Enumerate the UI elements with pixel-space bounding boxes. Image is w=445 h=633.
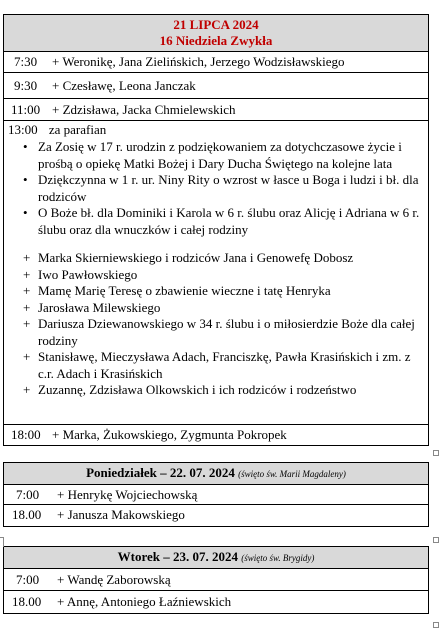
mass-intention: + Annę, Antoniego Łaźniewskich [57,594,232,609]
tuesday-schedule-table [3,546,429,614]
sunday-title: 16 Niedziela Zwykła [159,33,273,48]
list-item: + Stanisławę, Mieczysława Adach, Franciszkę, Pawła Krasińskich i zm. z c.r. Adach i Krasińskich [4,349,428,382]
list-item: + Marka Skierniewskiego i rodziców Jana i Genowefę Dobosz [4,250,428,267]
mass-time: 11:00 [11,102,41,117]
list-item: • Za Zosię w 17 r. urodzin z podziękowaniem za dotychczasowe życie i prośbą o opiekę Matki Bożej i Dary Ducha Świętego na kolejne lata [4,139,428,172]
mass-row [4,485,428,505]
mass-block-title: za parafian [48,122,107,137]
monday-feast: (święto św. Marii Magdaleny) [238,469,346,479]
list-item: • O Boże bł. dla Dominiki i Karola w 6 r. ślubu oraz Alicję i Adriana w 6 r. ślubu oraz dla wnuczków i całej rodziny [4,205,428,238]
intention-plus-list [4,250,428,399]
mass-intention: + Henrykę Wojciechowską [57,487,198,502]
list-item: + Mamę Marię Teresę o zbawienie wieczne i tatę Henryka [4,283,428,300]
mass-time: 18.00 [12,594,42,609]
tuesday-header [4,547,428,569]
mass-row [4,99,428,121]
monday-schedule-table [3,462,429,527]
tuesday-date: Wtorek – 23. 07. 2024 [117,549,239,564]
intention-bullet-list [4,139,428,238]
list-item: • Dziękczynna w 1 r. ur. Niny Rity o wzrost w łasce u Boga i ludzi i bł. dla rodziców [4,172,428,205]
mass-intention: + Wandę Zaborowską [57,572,171,587]
list-item: + Zuzannę, Zdzisława Olkowskich i ich rodziców i rodzeństwo [4,382,428,399]
list-item: + Dariusza Dziewanowskiego w 34 r. ślubu i o miłosierdzie Boże dla całej rodziny [4,316,428,349]
monday-date: Poniedziałek – 22. 07. 2024 [86,465,235,480]
mass-row [4,52,428,73]
mass-time: 18:00 [11,427,41,442]
mass-block-head [4,121,428,139]
tuesday-feast: (święto św. Brygidy) [241,553,315,563]
sunday-header [4,15,428,52]
mass-row [4,73,428,99]
mass-block-1300 [4,121,428,425]
paragraph-mark-icon [0,537,4,547]
mass-intention: + Zdzisława, Jacka Chmielewskich [52,102,236,117]
paragraph-mark-icon [433,622,439,628]
mass-intention: + Janusza Makowskiego [57,507,185,522]
list-item: + Jarosława Milewskiego [4,300,428,317]
list-gap [4,238,428,250]
mass-intention: + Weronikę, Jana Zielińskich, Jerzego Wodzisławskiego [52,54,345,69]
mass-time: 7:30 [14,54,38,69]
mass-row [4,591,428,613]
list-item: + Iwo Pawłowskiego [4,267,428,284]
mass-time: 9:30 [14,78,38,93]
paragraph-mark-icon [433,450,439,456]
mass-time: 13:00 [8,122,38,137]
sunday-schedule-table [3,14,429,446]
paragraph-mark-icon [433,537,439,543]
monday-header [4,463,428,485]
mass-intention: + Czesławę, Leona Janczak [52,78,196,93]
mass-time: 7:00 [16,487,40,502]
sunday-date: 21 LIPCA 2024 [173,17,259,32]
mass-intention: + Marka, Żukowskiego, Zygmunta Pokropek [52,427,287,442]
mass-row [4,505,428,526]
mass-time: 18.00 [12,507,42,522]
mass-row [4,569,428,591]
mass-row [4,425,428,445]
mass-time: 7:00 [16,572,40,587]
